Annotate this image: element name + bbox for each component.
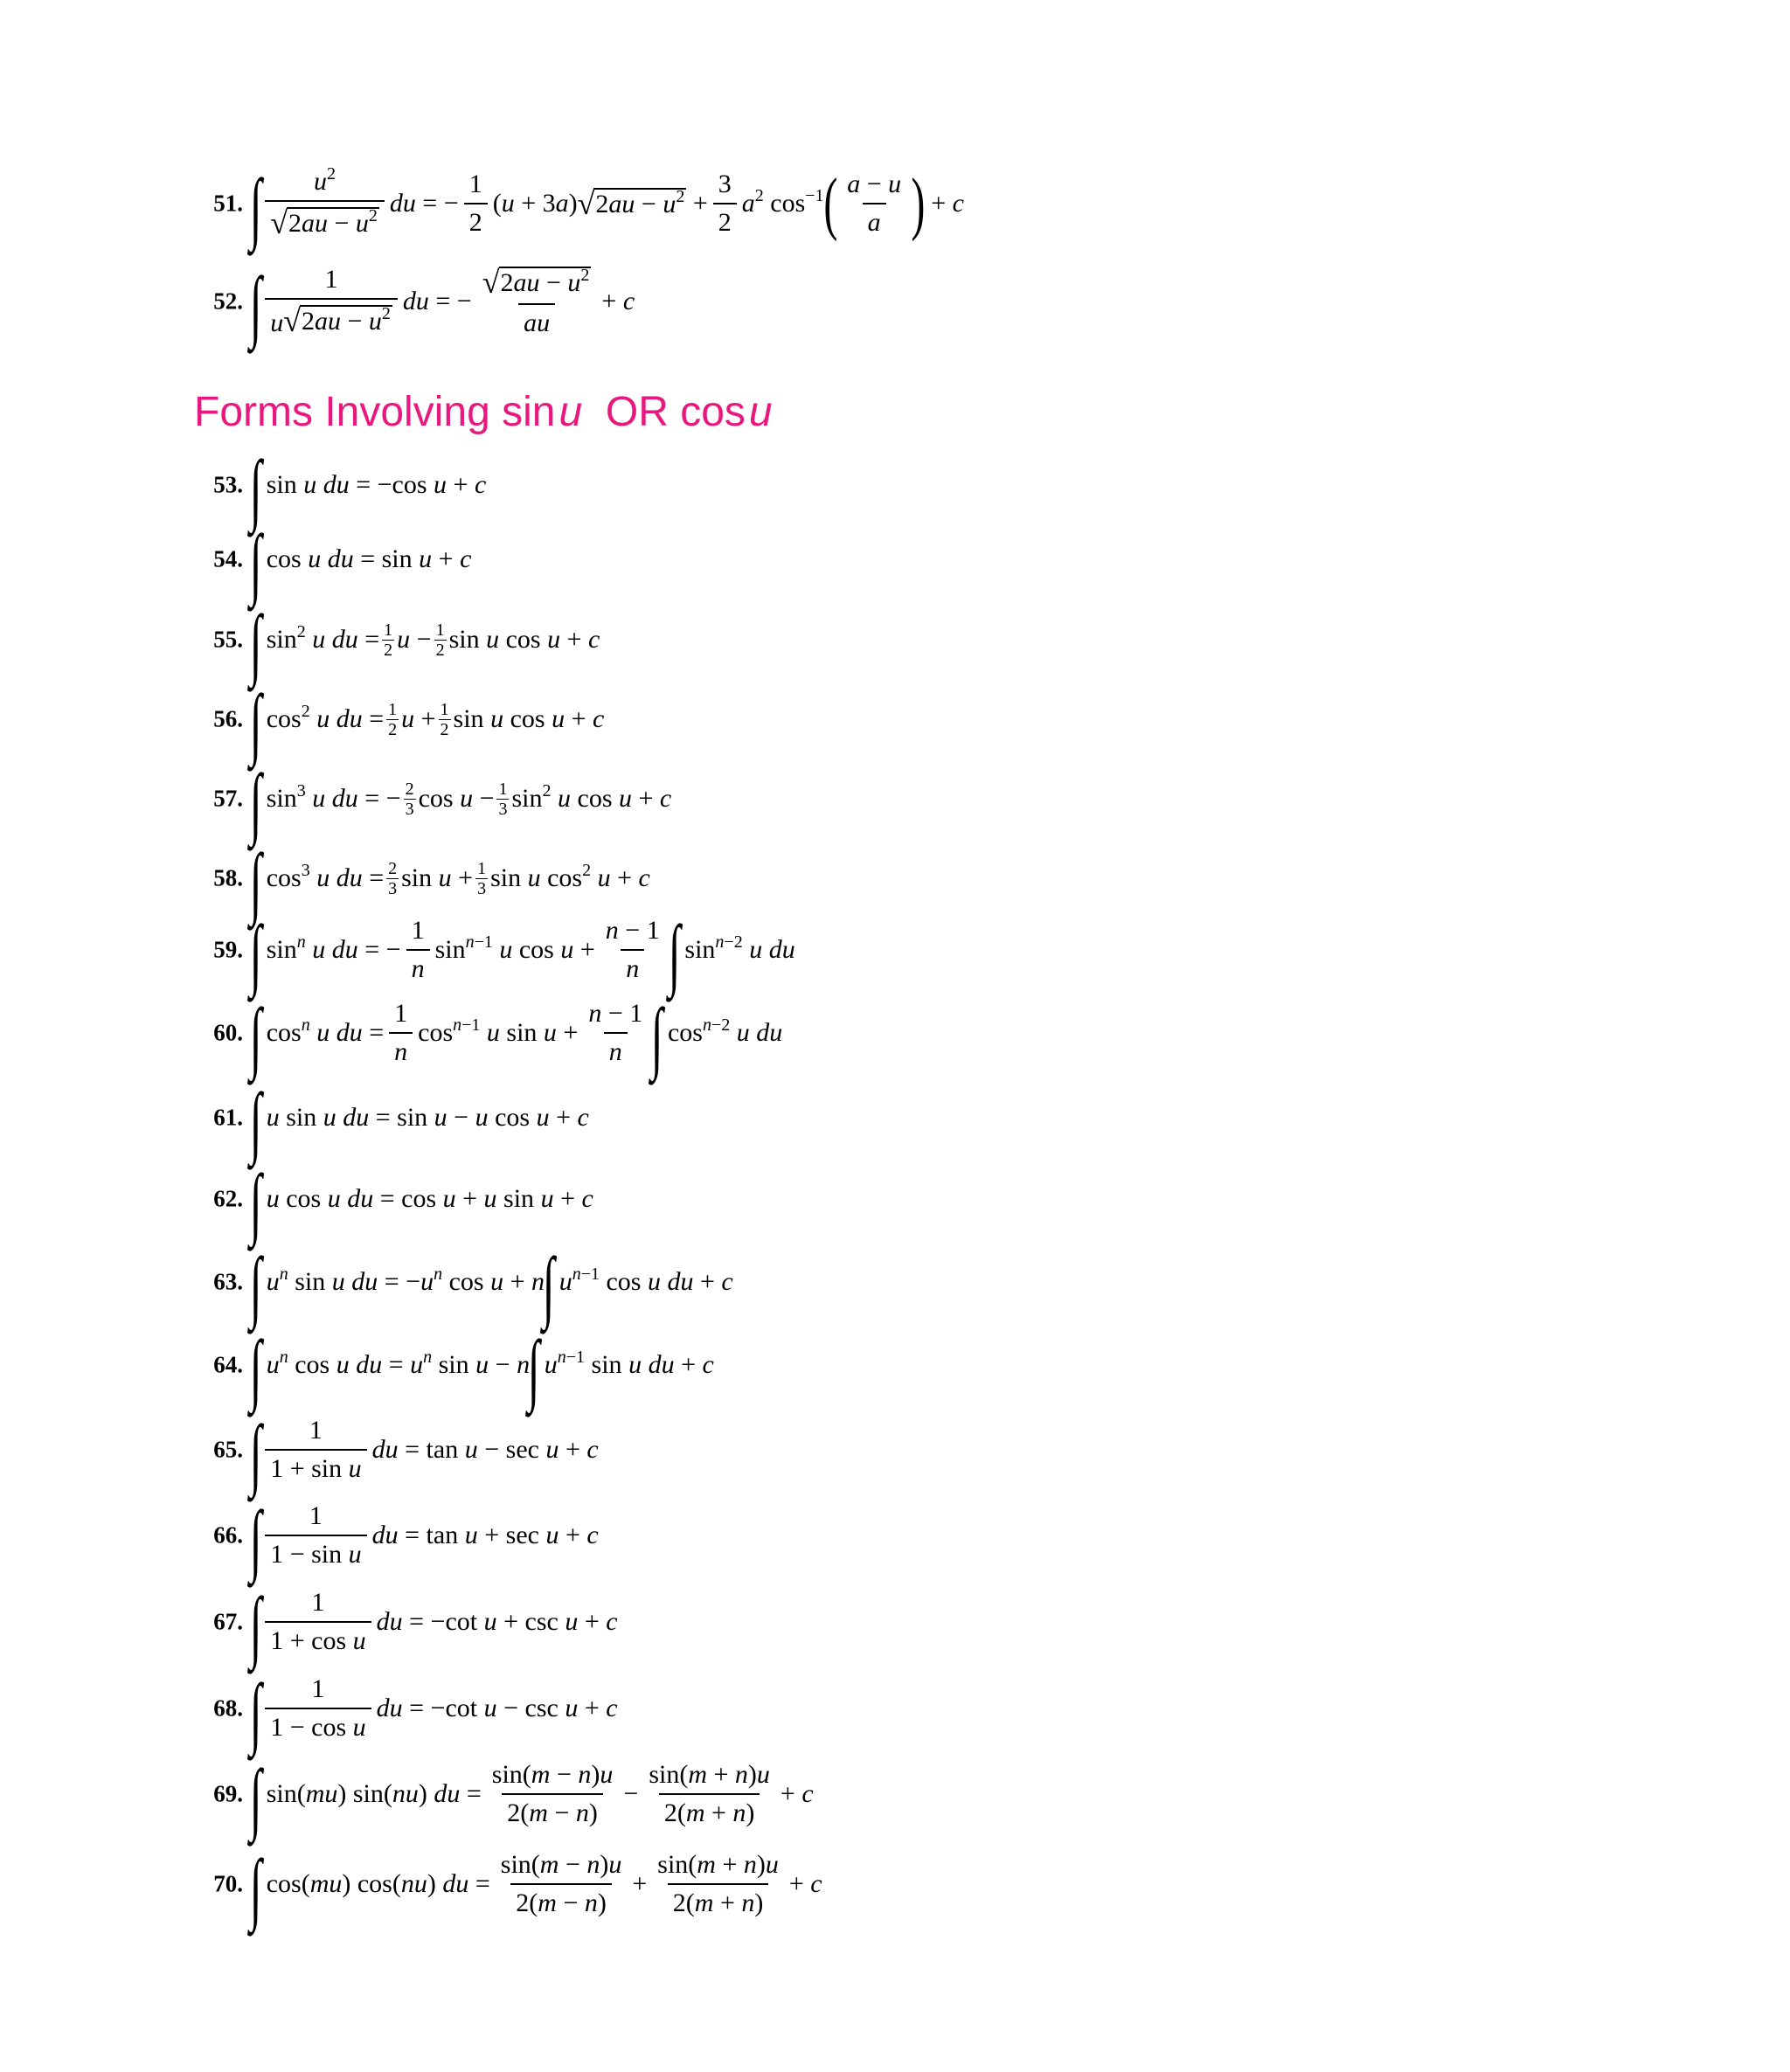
formula-number: 68. xyxy=(213,1694,243,1722)
formula-number: 54. xyxy=(213,545,243,572)
integral-sign: ∫ xyxy=(249,1494,262,1583)
formula-expression: ∫ 1 u √ $2au - u^2$ du = − √ $2au - u^2$ au + c xyxy=(249,260,635,350)
integral-sign: ∫ xyxy=(249,260,262,350)
formula-expression: ∫ $\frac{1}{\text{1 + cos u}}$ du = −cot u + csc u + c xyxy=(249,1581,618,1670)
integral-sign: ∫ xyxy=(249,1324,262,1413)
formula-number: 58. xyxy=(213,864,243,891)
integral-sign: ∫ xyxy=(249,444,262,533)
formula-expression: ∫ sin u du = −cos u + c xyxy=(249,444,487,533)
integral-sign: ∫ xyxy=(650,992,663,1081)
integral-sign: ∫ xyxy=(249,1843,262,1932)
formula-expression: ∫ $\cos^n u$ du = $\frac{1}{n}$ $\cos^{n-1} u$ sin u + $\frac{n - 1}{n}$ ∫ $\cos^{n-2} u$ du xyxy=(249,992,783,1081)
integral-sign: ∫ xyxy=(668,909,681,998)
formula-number: 67. xyxy=(213,1608,243,1635)
formula-number: 51. xyxy=(213,190,243,217)
formula-number: 65. xyxy=(213,1436,243,1463)
section-heading: Forms Involving sin u OR cos u xyxy=(194,389,773,435)
integral-sign: ∫ xyxy=(542,1241,555,1330)
formula-expression: ∫ sin(mu) sin(nu) du = $\frac{\sin(m - n)u}{2(m - n)}$ − $\frac{\sin(m + n)u}{2(m + n)}$ + c xyxy=(249,1753,814,1842)
integral-sign: ∫ xyxy=(249,1077,262,1166)
formula-expression: ∫ cos(mu) cos(nu) du = $\frac{\sin(m - n)u}{2(m - n)}$ + $\frac{\sin(m + n)u}{2(m + n)}$ + c xyxy=(249,1843,822,1932)
integral-sign: ∫ xyxy=(527,1324,540,1413)
integral-sign: ∫ xyxy=(249,599,262,688)
integral-sign: ∫ xyxy=(249,758,262,847)
formula-number: 69. xyxy=(213,1780,243,1807)
formula-number: 61. xyxy=(213,1104,243,1131)
formula-expression: ∫ $\cos^3 u$ du = $\frac{2}{3}$ sin u + $\frac{1}{3}$ sin u $\cos^2 u + c$ xyxy=(249,837,650,926)
integral-sign: ∫ xyxy=(249,1753,262,1842)
formula-number: 70. xyxy=(213,1870,243,1897)
formula-number: 53. xyxy=(213,471,243,498)
formula-number: 56. xyxy=(213,705,243,732)
formula-number: 64. xyxy=(213,1351,243,1378)
formula-number: 60. xyxy=(213,1019,243,1046)
integral-sign: ∫ xyxy=(249,518,262,607)
formula-expression: ∫ u cos u du = cos u + u sin u + c xyxy=(249,1158,593,1247)
integral-sign: ∫ xyxy=(249,678,262,767)
formula-expression: ∫ $u^n$ cos u du = $u^n$ sin u − n ∫ $u^{n-1}$ sin u du + c xyxy=(249,1324,714,1413)
integral-sign: ∫ xyxy=(249,992,262,1081)
integral-sign: ∫ xyxy=(249,1241,262,1330)
formula-number: 57. xyxy=(213,785,243,812)
integral-sign: ∫ xyxy=(249,163,262,252)
formula-number: 63. xyxy=(213,1268,243,1295)
formula-expression: ∫ $\sin^2 u$ du = $\frac{1}{2}$ u − $\frac{1}{2}$ sin u cos u + c xyxy=(249,599,600,688)
formula-expression: ∫ $\cos^2 u$ du = $\frac{1}{2}$ u + $\frac{1}{2}$ sin u cos u + c xyxy=(249,678,605,767)
formula-expression: ∫ $\frac{1}{\text{1 − cos u}}$ du = −cot u − csc u + c xyxy=(249,1667,618,1757)
integral-sign: ∫ xyxy=(249,1581,262,1670)
formula-expression: ∫ $\frac{1}{\text{1 − sin u}}$ du = tan u + sec u + c xyxy=(249,1494,599,1583)
integral-sign: ∫ xyxy=(249,909,262,998)
formula-expression: ∫ $\sin^3 u$ du = − $\frac{2}{3}$ cos u − $\frac{1}{3}$ $\sin^2 u$ cos u + c xyxy=(249,758,672,847)
formula-expression: ∫ $\sin^n u$ du = − $\frac{1}{n}$ $\sin^{n-1} u$ cos u + $\frac{n - 1}{n}$ ∫ $\sin^{n-2} u$ du xyxy=(249,909,795,998)
formula-expression: ∫ $\frac{1}{\text{1 + sin u}}$ du = tan u − sec u + c xyxy=(249,1409,599,1498)
formula-number: 59. xyxy=(213,936,243,963)
formula-expression: ∫ u sin u du = sin u − u cos u + c xyxy=(249,1077,589,1166)
formula-number: 66. xyxy=(213,1521,243,1549)
formula-number: 62. xyxy=(213,1185,243,1212)
formula-70 xyxy=(0,1819,1790,1950)
integral-sign: ∫ xyxy=(249,837,262,926)
formula-number: 55. xyxy=(213,626,243,653)
integral-sign: ∫ xyxy=(249,1667,262,1757)
formula-number: 52. xyxy=(213,288,243,315)
formula-expression: ∫ $u^n$ sin u du = $-u^n$ cos u + n ∫ $u^{n-1}$ cos u du + c xyxy=(249,1241,733,1330)
formula-expression: ∫ cos u du = sin u + c xyxy=(249,518,472,607)
integral-sign: ∫ xyxy=(249,1409,262,1498)
formula-52 xyxy=(0,236,1790,367)
integral-sign: ∫ xyxy=(249,1158,262,1247)
formula-expression: ∫ $u^2$ √ $2au - u^2$ du = − $\frac{1}{2}$ (u + 3a) √ $2au - u^2$ + $\frac{3}{2}$ $a^2$ $\cos^{-1}$ ( $\frac{a - u}{a}$ ) + c xyxy=(249,163,964,252)
